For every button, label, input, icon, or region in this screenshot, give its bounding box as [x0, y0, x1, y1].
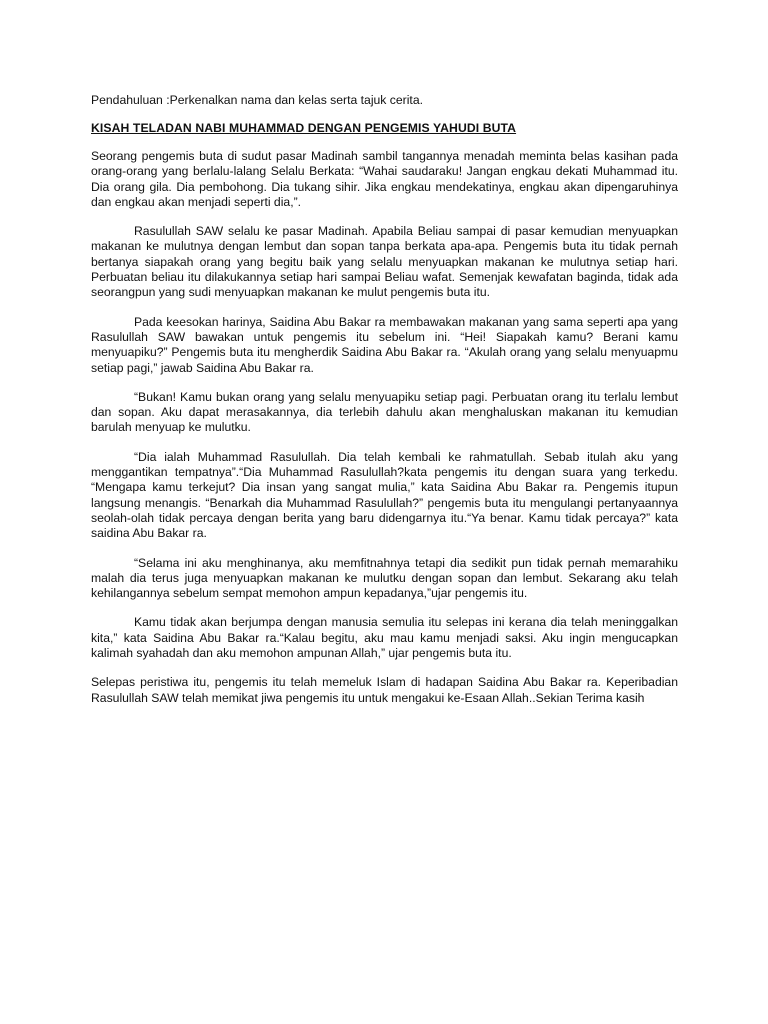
paragraph-1: Seorang pengemis buta di sudut pasar Madinah sambil tangannya menadah meminta belas kasihan pada orang-orang yang berlalu-lalang Selalu Berkata: “Wahai saudaraku! Jangan engkau dekati Muhammad itu. Dia orang gila. Dia pembohong. Dia tukang sihir. Jika engkau mendekatinya, engkau akan dipengaruhinya dan engkau akan menjadi seperti dia,”.: [91, 149, 678, 209]
paragraph-5: “Dia ialah Muhammad Rasulullah. Dia telah kembali ke rahmatullah. Sebab itulah aku yang menggantikan tempatnya”.“Dia Muhammad Rasulullah?kata pengemis itu dengan suara yang terkedu. “Mengapa kamu terkejut? Dia insan yang sangat mulia,” kata Saidina Abu Bakar ra. Pengemis itupun langsung menangis. “Benarkah dia Muhammad Rasulullah?” pengemis buta itu mengulangi pertanyaannya seolah-olah tidak percaya dengan berita yang baru didengarnya itu.“Ya benar. Kamu tidak percaya?” kata saidina Abu Bakar ra.: [91, 449, 678, 541]
paragraph-7: Kamu tidak akan berjumpa dengan manusia semulia itu selepas ini kerana dia telah meninggalkan kita,” kata Saidina Abu Bakar ra.“Kalau begitu, aku mau kamu menjadi saksi. Aku ingin mengucapkan kalimah syahadah dan aku memohon ampunan Allah,” ujar pengemis buta itu.: [91, 615, 678, 661]
paragraph-3: Pada keesokan harinya, Saidina Abu Bakar ra membawakan makanan yang sama seperti apa yang Rasulullah SAW bawakan untuk pengemis itu sebelum ini. “Hei! Siapakah kamu? Berani kamu menyuapiku?” Pengemis buta itu mengherdik Saidina Abu Bakar ra. “Akulah orang yang selalu menyuapmu setiap pagi,” jawab Saidina Abu Bakar ra.: [91, 314, 678, 375]
paragraph-6: “Selama ini aku menghinanya, aku memfitnahnya tetapi dia sedikit pun tidak pernah memarahiku malah dia terus juga menyuapkan makanan ke mulutku dengan sopan dan lembut. Sekarang aku telah kehilangannya sebelum sempat memohon ampun kepadanya,”ujar pengemis itu.: [91, 555, 678, 601]
paragraph-4: “Bukan! Kamu bukan orang yang selalu menyuapiku setiap pagi. Perbuatan orang itu terlalu lembut dan sopan. Aku dapat merasakannya, dia terlebih dahulu akan menghaluskan makanan itu kemudian barulah menyuap ke mulutku.: [91, 389, 678, 435]
paragraph-8: Selepas peristiwa itu, pengemis itu telah memeluk Islam di hadapan Saidina Abu Bakar ra. Keperibadian Rasulullah SAW telah memikat jiwa pengemis itu untuk mengakui ke-Esaan Allah..Sekian Terima kasih: [91, 675, 678, 705]
document-page: [91, 92, 678, 720]
story-title: KISAH TELADAN NABI MUHAMMAD DENGAN PENGEMIS YAHUDI BUTA: [91, 121, 517, 135]
intro-line: Pendahuluan :Perkenalkan nama dan kelas serta tajuk cerita.: [91, 93, 423, 107]
paragraph-2: Rasulullah SAW selalu ke pasar Madinah. Apabila Beliau sampai di pasar kemudian menyuapkan makanan ke mulutnya dengan lembut dan sopan tanpa berkata apa-apa. Pengemis buta itu tidak pernah bertanya siapakah orang yang begitu baik yang selalu menyuapkan makanan ke mulutnya setiap hari. Perbuatan beliau itu dilakukannya setiap hari sampai Beliau wafat. Semenjak kewafatan baginda, tidak ada seorangpun yang sudi menyuapkan makanan ke mulut pengemis buta itu.: [91, 224, 678, 300]
